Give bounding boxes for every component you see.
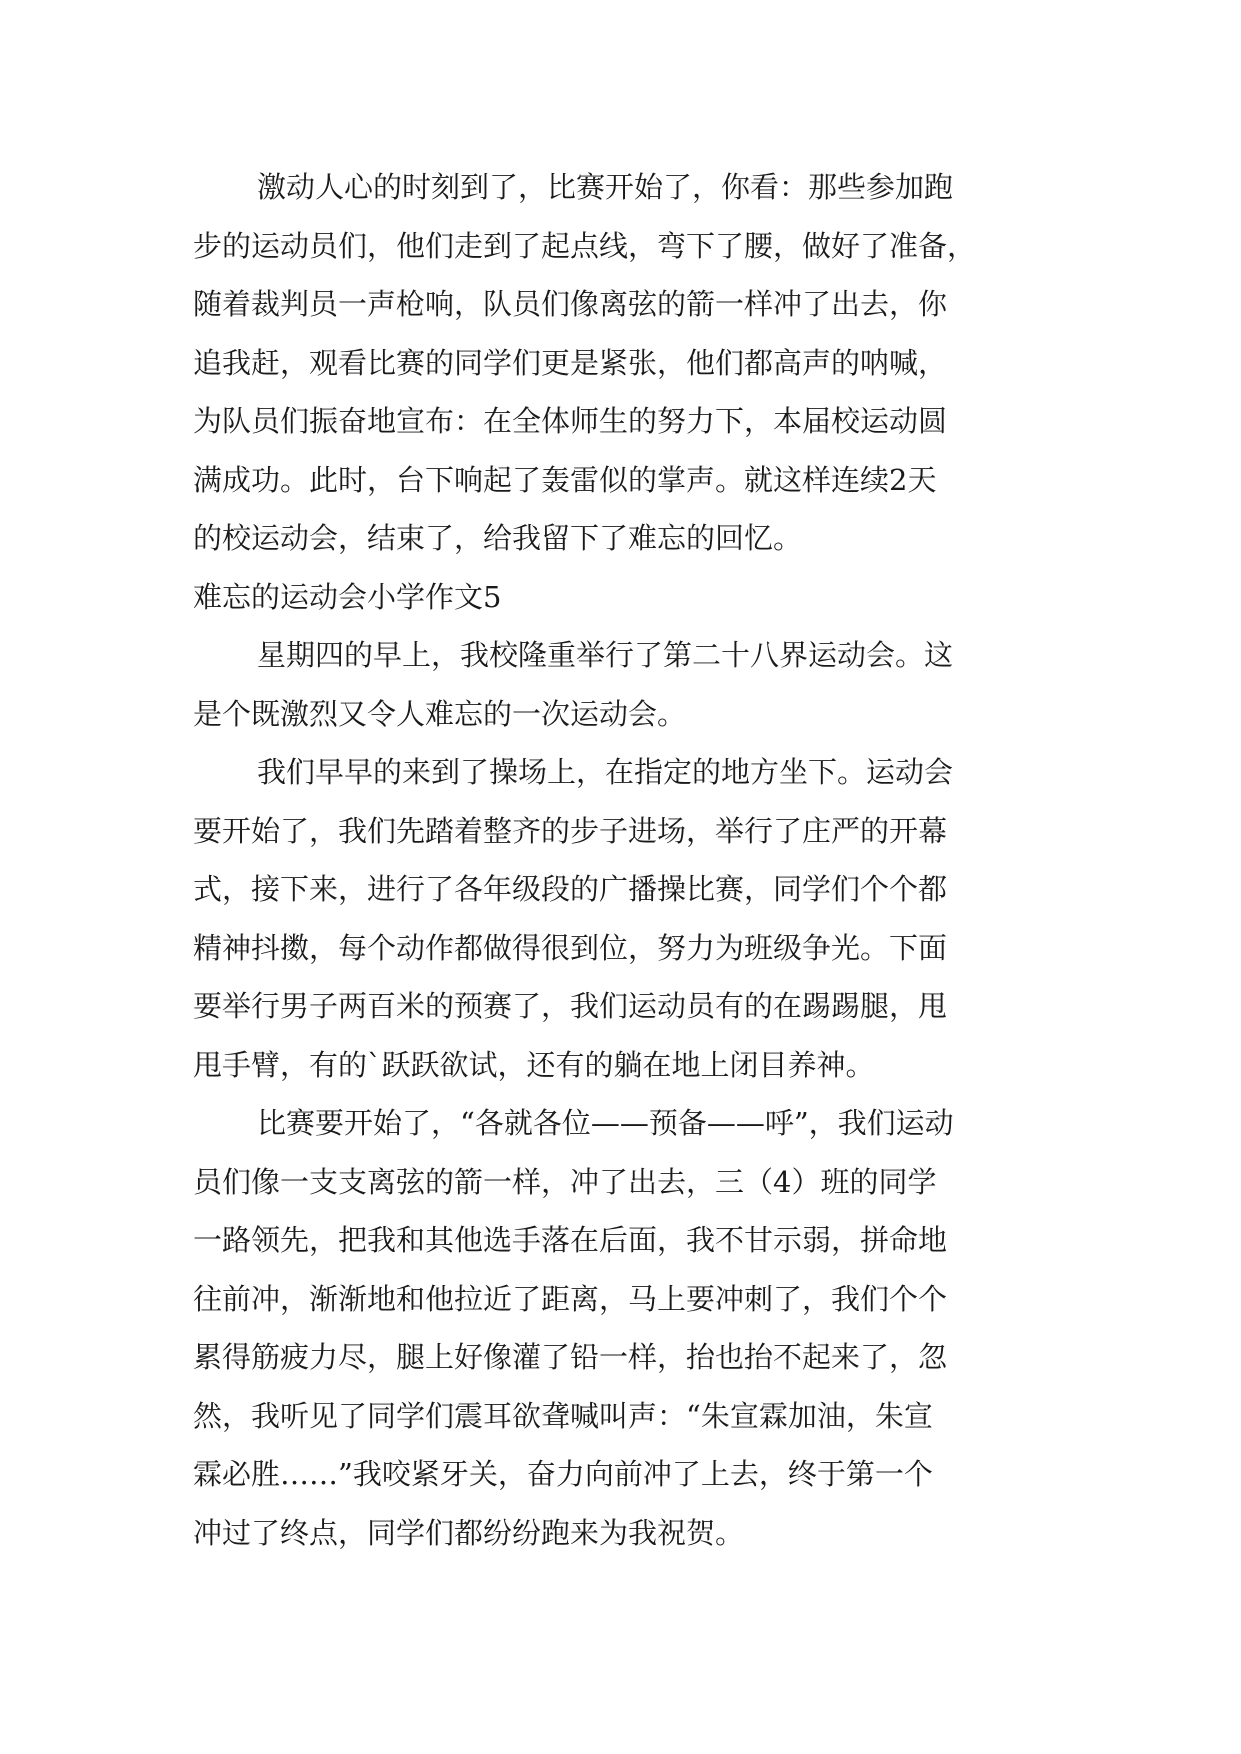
paragraph-line: 激动人心的时刻到了，比赛开始了，你看：那些参加跑: [257, 170, 954, 204]
paragraph-line: 我们早早的来到了操场上，在指定的地方坐下。运动会: [257, 755, 954, 789]
paragraph-line: 一路领先，把我和其他选手落在后面，我不甘示弱，拼命地: [193, 1223, 948, 1257]
paragraph-line: 步的运动员们，他们走到了起点线，弯下了腰，做好了准备，: [193, 228, 977, 263]
paragraph-line: 是个既激烈又令人难忘的一次运动会。: [193, 696, 687, 731]
paragraph-line: 要开始了，我们先踏着整齐的步子进场，举行了庄严的开幕: [193, 813, 948, 848]
paragraph-line: 满成功。此时，台下响起了轰雷似的掌声。就这样连续2天: [193, 462, 937, 497]
paragraph-line: 霖必胜……”我咬紧牙关，奋力向前冲了上去，终于第一个: [193, 1457, 933, 1491]
paragraph-line: 甩手臂，有的`跃跃欲试，还有的躺在地上闭目养神。: [193, 1047, 875, 1082]
paragraph-line: 累得筋疲力尽，腿上好像灌了铅一样，抬也抬不起来了，忽: [193, 1340, 948, 1374]
paragraph-line: 冲过了终点，同学们都纷纷跑来为我祝贺。: [193, 1515, 745, 1550]
section-heading: 难忘的运动会小学作文5: [193, 579, 502, 614]
paragraph-line: 精神抖擞，每个动作都做得很到位，努力为班级争光。下面: [193, 930, 948, 965]
paragraph-line: 往前冲，渐渐地和他拉近了距离，马上要冲刺了，我们个个: [193, 1281, 948, 1316]
paragraph-line: 的校运动会，结束了，给我留下了难忘的回忆。: [193, 521, 803, 555]
paragraph-line: 为队员们振奋地宣布：在全体师生的努力下，本届校运动圆: [193, 404, 948, 438]
paragraph-line: 追我赶，观看比赛的同学们更是紧张，他们都高声的呐喊，: [193, 345, 948, 380]
paragraph-line: 随着裁判员一声枪响，队员们像离弦的箭一样冲了出去，你: [193, 287, 948, 321]
paragraph-line: 要举行男子两百米的预赛了，我们运动员有的在踢踢腿，甩: [193, 989, 948, 1023]
paragraph-line: 员们像一支支离弦的箭一样，冲了出去，三（4）班的同学: [193, 1164, 937, 1199]
paragraph-line: 比赛要开始了，“各就各位——预备——呼”，我们运动: [257, 1106, 954, 1140]
paragraph-line: 式，接下来，进行了各年级段的广播操比赛，同学们个个都: [193, 872, 948, 906]
document-body: [193, 158, 1053, 1562]
paragraph-line: 星期四的早上，我校隆重举行了第二十八界运动会。这: [257, 638, 954, 672]
paragraph-line: 然，我听见了同学们震耳欲聋喊叫声：“朱宣霖加油，朱宣: [193, 1398, 933, 1433]
